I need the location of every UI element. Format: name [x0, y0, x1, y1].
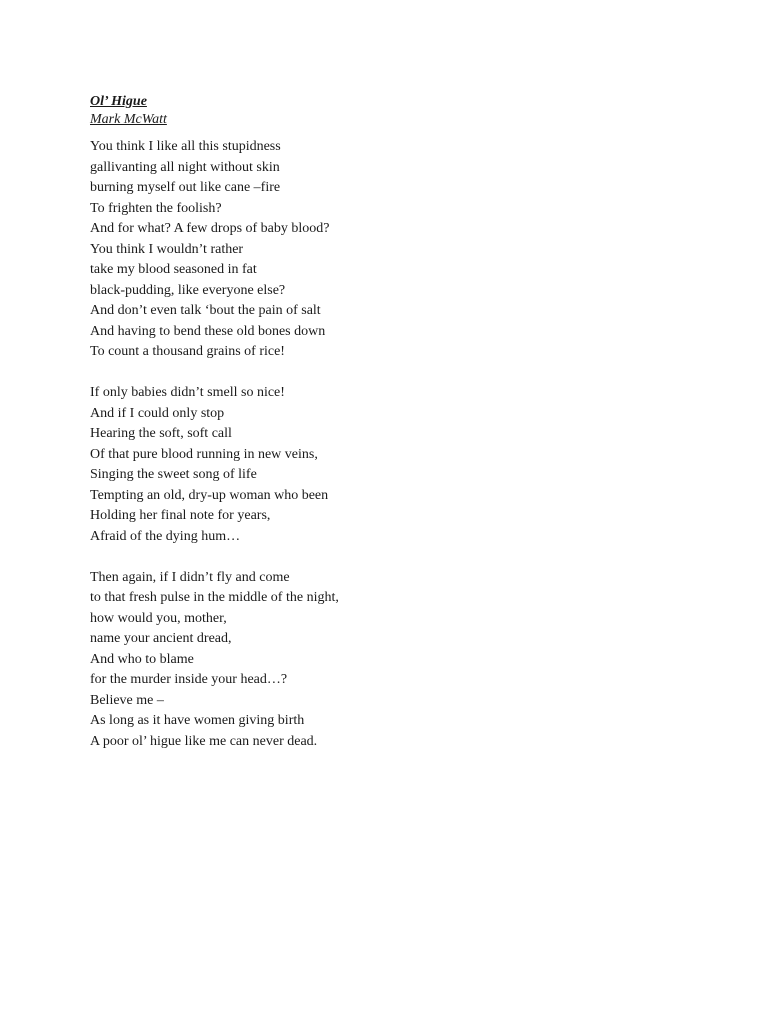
stanza-2	[90, 383, 690, 547]
poem-title: Ol’ Higue	[90, 94, 147, 109]
poem-line: And for what? A few drops of baby blood?	[90, 221, 330, 236]
poem-line: A poor ol’ higue like me can never dead.	[90, 733, 318, 749]
poem-line: And having to bend these old bones down	[90, 323, 326, 339]
poem-line: And who to blame	[90, 651, 194, 667]
poem-line: To frighten the foolish?	[90, 200, 222, 216]
poem-line: Believe me –	[90, 692, 164, 708]
poem-line: You think I like all this stupidness	[90, 139, 281, 154]
poem-line: Holding her final note for years,	[90, 508, 271, 523]
poem-line: Singing the sweet song of life	[90, 467, 257, 482]
poem-line: for the murder inside your head…?	[90, 672, 288, 687]
poem-line: You think I wouldn’t rather	[90, 241, 244, 257]
poem-line: To count a thousand grains of rice!	[90, 344, 285, 359]
poem-line: to that fresh pulse in the middle of the night,	[90, 590, 339, 605]
poem-line: black-pudding, like everyone else?	[90, 282, 286, 298]
poem-line: And if I could only stop	[90, 405, 225, 421]
poem-line: name your ancient dread,	[90, 631, 232, 646]
poem-line: Tempting an old, dry-up woman who been	[90, 487, 329, 503]
poem-line: Of that pure blood running in new veins,	[90, 446, 318, 462]
poem-line: Then again, if I didn’t fly and come	[90, 569, 290, 585]
poem-heading	[90, 93, 167, 129]
poem-line: If only babies didn’t smell so nice!	[90, 385, 285, 400]
poem-body	[90, 137, 690, 773]
stanza-3	[90, 568, 690, 753]
poem-line: gallivanting all night without skin	[90, 159, 280, 175]
poem-line: As long as it have women giving birth	[90, 713, 305, 728]
poem-line: And don’t even talk ‘bout the pain of salt	[90, 303, 321, 318]
poem-line: take my blood seasoned in fat	[90, 262, 257, 277]
poem-line: how would you, mother,	[90, 610, 227, 626]
stanza-1	[90, 137, 690, 363]
poem-line: Afraid of the dying hum…	[90, 528, 241, 544]
poem-line: Hearing the soft, soft call	[90, 426, 232, 441]
poem-author: Mark McWatt	[90, 112, 167, 127]
poem-line: burning myself out like cane –fire	[90, 180, 281, 195]
